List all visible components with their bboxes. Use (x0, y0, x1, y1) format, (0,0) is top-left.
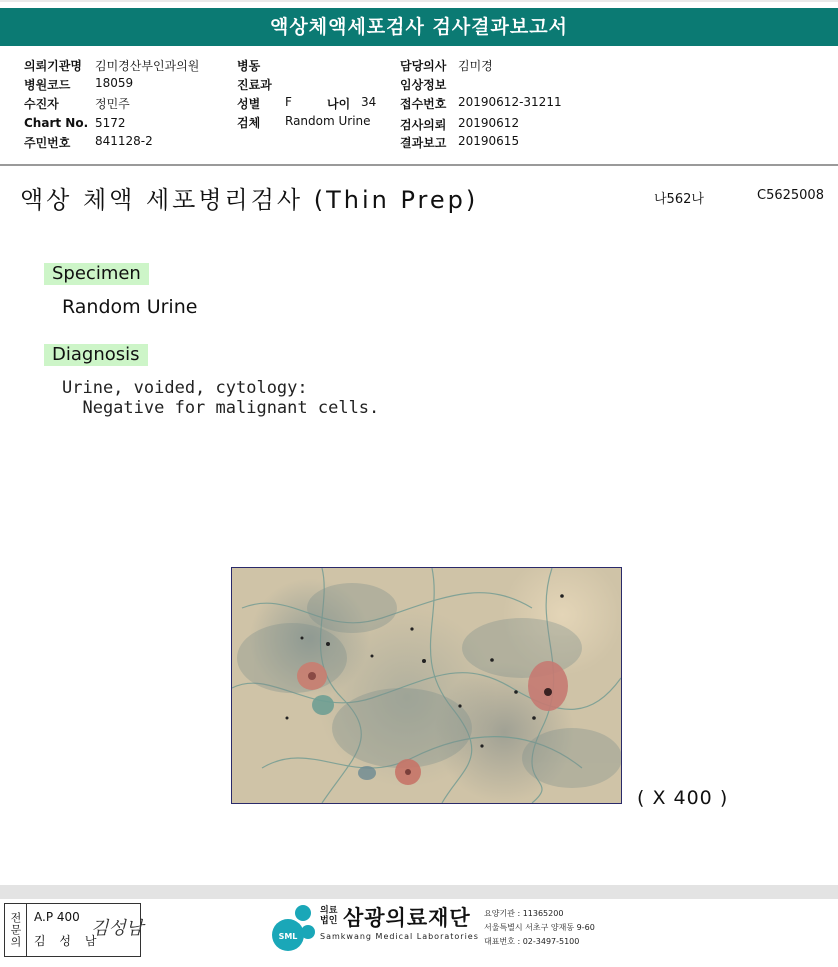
org-address: 서울특별시 서초구 양재동 9-60 (484, 923, 595, 932)
header-divider (0, 164, 838, 166)
ward-label: 병동 (237, 59, 261, 73)
rrn-value: 841128-2 (95, 134, 153, 148)
report-code-2: C5625008 (757, 188, 824, 203)
doctor-label: 담당의사 (400, 59, 447, 73)
cytology-micrograph (231, 567, 622, 804)
patient-label: 수진자 (24, 97, 59, 111)
report-heading: 액상 체액 세포병리검사 (Thin Prep) (20, 186, 479, 214)
request-label: 검사의뢰 (400, 118, 447, 132)
footer-band (0, 885, 838, 899)
code-label: 병원코드 (24, 78, 71, 92)
org-english-name: Samkwang Medical Laboratories (320, 932, 479, 941)
patient-info-panel (0, 46, 838, 164)
rrn-label: 주민번호 (24, 136, 71, 150)
sex-value: F (285, 95, 292, 109)
diagnosis-line-1: Urine, voided, cytology: (62, 378, 308, 398)
pathologist-sign-box (4, 903, 144, 957)
age-label: 나이 (327, 97, 351, 111)
diagnosis-heading: Diagnosis (44, 344, 148, 366)
request-value: 20190612 (458, 116, 520, 130)
report-label: 결과보고 (400, 136, 447, 150)
code-value: 18059 (95, 76, 134, 90)
diagnosis-line-2: Negative for malignant cells. (62, 398, 380, 418)
hospital-label: 의뢰기관명 (24, 59, 82, 73)
org-prefix (320, 906, 337, 926)
top-border (0, 0, 838, 2)
org-name: 삼광의료재단 (343, 906, 471, 930)
specimen-label: 검체 (237, 116, 261, 130)
sex-label: 성별 (237, 97, 261, 111)
report-value: 20190615 (458, 134, 520, 148)
receipt-label: 접수번호 (400, 97, 447, 111)
org-phone: 대표번호 : 02-3497-5100 (484, 937, 580, 946)
org-prefix-1: 의료 (320, 906, 338, 916)
ap-number: A.P 400 (34, 910, 80, 924)
magnification-label: ( X 400 ) (637, 787, 729, 809)
handwritten-signature: 김성남 (91, 918, 144, 939)
patient-value: 정민주 (95, 97, 130, 111)
dept-label: 진료과 (237, 78, 272, 92)
report-title-bar: 액상체액세포검사 검사결과보고서 (0, 8, 838, 46)
chart-label: Chart No. (24, 116, 89, 130)
clinical-label: 임상정보 (400, 78, 447, 92)
specimen-heading: Specimen (44, 263, 149, 285)
org-registration: 요양기관 : 11365200 (484, 909, 564, 918)
logo-text: SML (278, 932, 298, 941)
receipt-value: 20190612-31211 (458, 95, 562, 109)
report-code-1: 나562나 (654, 192, 704, 207)
specimen-value: Random Urine (285, 114, 371, 128)
org-prefix-2: 법인 (320, 916, 338, 926)
age-value: 34 (361, 95, 377, 109)
doctor-value: 김미경 (458, 59, 493, 73)
micrograph-illustration (232, 568, 621, 803)
hospital-value: 김미경산부인과의원 (95, 59, 200, 73)
pathologist-name: 김 성 남 (34, 934, 102, 948)
specialist-label: 전문의 (5, 904, 27, 956)
chart-value: 5172 (95, 116, 126, 130)
specimen-text: Random Urine (62, 296, 198, 318)
sml-logo-icon (270, 902, 320, 954)
